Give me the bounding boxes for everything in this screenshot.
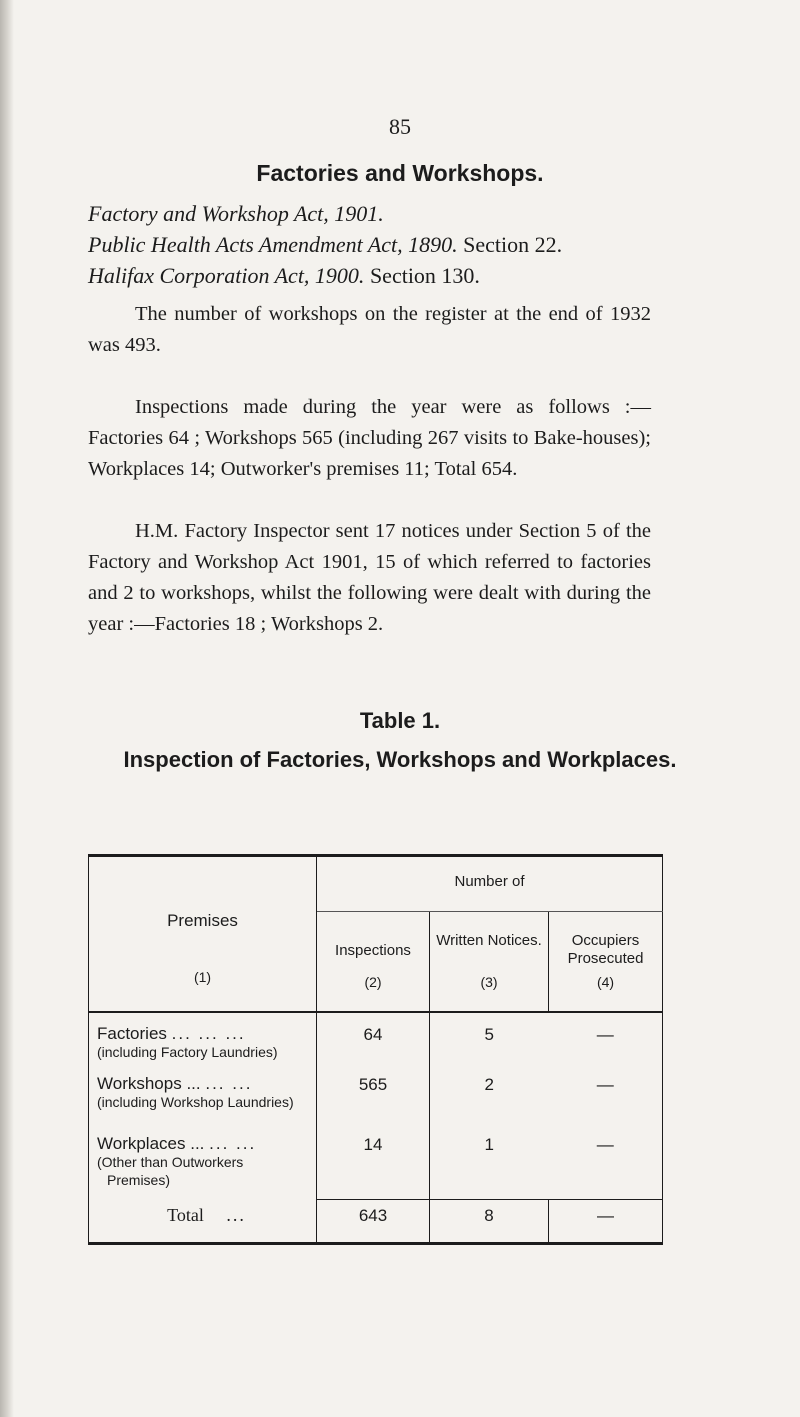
notices-cell: 1 (430, 1135, 549, 1200)
main-title: Factories and Workshops. (256, 160, 544, 186)
occupiers-prosecuted-header: Occupiers Prosecuted (4) (549, 912, 663, 1012)
notices-cell: 2 (430, 1075, 549, 1135)
paragraph-register: The number of workshops on the register at the end of 1932 was 493. (88, 303, 651, 356)
notices-cell: 5 (430, 1012, 549, 1075)
inspections-cell: 64 (363, 1025, 383, 1044)
written-notices-header: Written Notices. (3) (430, 912, 549, 1012)
total-row (89, 1200, 663, 1244)
total-label-cell: Total ... (89, 1200, 317, 1244)
prosecuted-cell: — (596, 1075, 614, 1094)
inspections-cell: 14 (363, 1135, 383, 1154)
table-row (89, 1075, 663, 1135)
paragraph-notices: H.M. Factory Inspector sent 17 notices under Section 5 of the Factory and Workshop Act 1901, 15 of which referred to factories and 2 to workshops, whilst the following were dealt with during the year :—Factories 18 ; Workshops 2. (88, 520, 651, 635)
paragraph-inspections: Inspections made during the year were as follows :— Factories 64 ; Workshops 565 (including 267 visits to Bake-houses); Workplaces 14; Outworker's premises 11; Total 654. (88, 396, 651, 480)
premises-cell: Workplaces ... ... ... (Other than Outworkers Premises) (89, 1135, 317, 1200)
premises-cell: Workshops ... ... ... (including Workshop Laundries) (89, 1075, 317, 1135)
inspections-cell: 565 (358, 1075, 388, 1094)
number-of-header: Number of (317, 856, 663, 912)
act-line: Public Health Acts Amendment Act, 1890. Section 22. (88, 232, 563, 257)
table-row (89, 1135, 663, 1200)
prosecuted-cell: — (596, 1135, 614, 1154)
table-subtitle: Inspection of Factories, Workshops and Workplaces. (123, 747, 677, 772)
acts-list (88, 198, 562, 291)
premises-header: Premises (1) (89, 856, 317, 1013)
page-number: 85 (389, 114, 411, 139)
table-title: Table 1. (359, 708, 441, 733)
inspection-table (88, 854, 663, 1245)
premises-cell: Factories ... ... ... (including Factory Laundries) (89, 1012, 317, 1075)
total-prosecuted-cell: — (549, 1200, 663, 1244)
act-line: Halifax Corporation Act, 1900. Section 130. (88, 263, 480, 288)
act-line: Factory and Workshop Act, 1901. (88, 201, 384, 226)
prosecuted-cell: — (596, 1025, 614, 1044)
total-notices-cell: 8 (430, 1200, 549, 1244)
total-inspections-cell: 643 (317, 1200, 430, 1244)
table-row (89, 1012, 663, 1075)
inspections-header: Inspections (2) (317, 912, 430, 1012)
